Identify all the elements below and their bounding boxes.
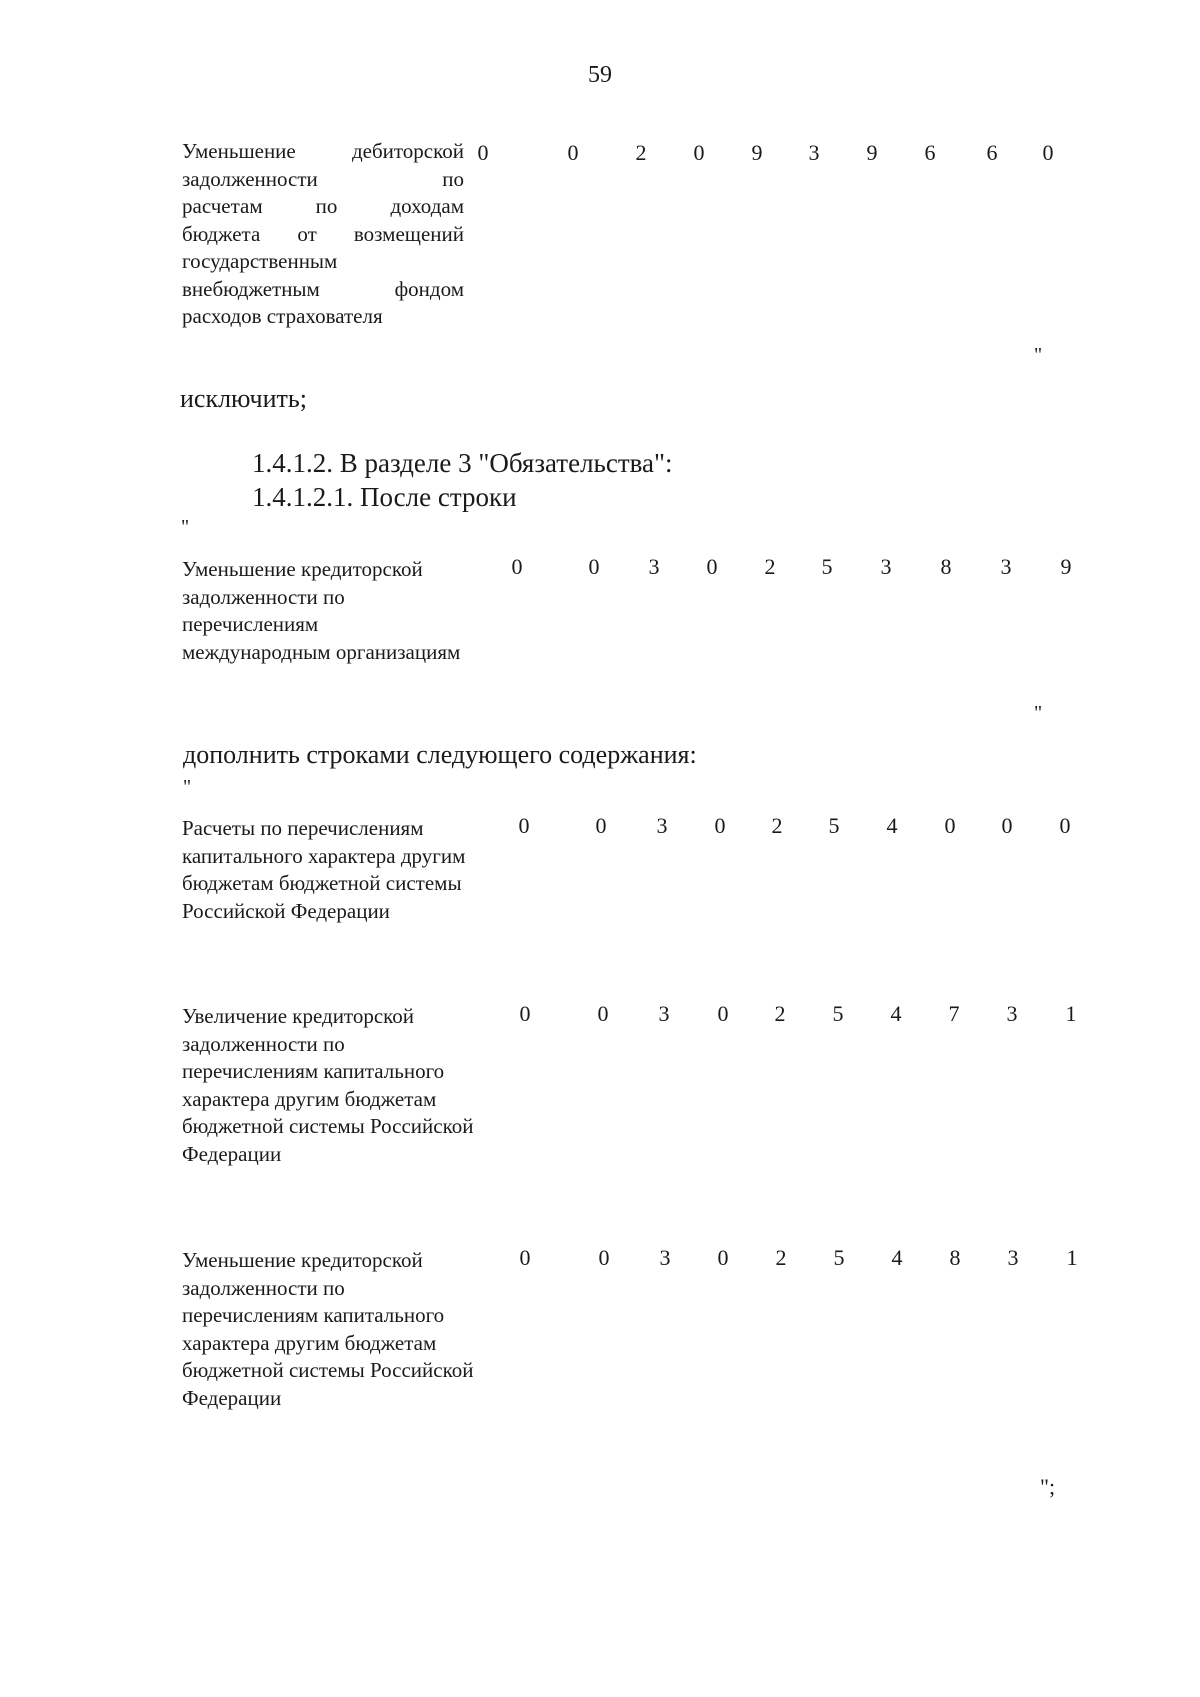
- code-digit: 0: [519, 1001, 531, 1026]
- code-digit: 3: [880, 554, 892, 579]
- row-3-label: Расчеты по перечислениям капитального характера другим бюджетам бюджетной системы Российской Федерации: [182, 816, 466, 923]
- code-digit: 0: [1001, 813, 1013, 838]
- code-digit: 0: [717, 1001, 729, 1026]
- code-digit: 5: [821, 554, 833, 579]
- row-1-label-line: внебюджетным фондом: [182, 276, 464, 301]
- code-digit: 3: [659, 1245, 671, 1270]
- code-digit: 0: [1042, 140, 1054, 165]
- row-2-label: Уменьшение кредиторской задолженности по перечислениям международным организациям: [182, 557, 461, 664]
- code-digit: 8: [940, 554, 952, 579]
- code-digit: 0: [597, 1001, 609, 1026]
- code-digit: 2: [775, 1245, 787, 1270]
- code-digit: 7: [948, 1001, 960, 1026]
- row-5-label: Уменьшение кредиторской задолженности по перечислениям капитального характера другим бюджетам бюджетной системы Российской Федерации: [182, 1248, 474, 1410]
- exclude-text: исключить;: [180, 384, 307, 413]
- code-digit: 5: [828, 813, 840, 838]
- closing-quote: ";: [1040, 1474, 1056, 1499]
- code-digit: 6: [924, 140, 936, 165]
- section-heading: 1.4.1.2. В разделе 3 "Обязательства":: [252, 448, 673, 478]
- row-1-label: [182, 138, 464, 331]
- row-1-label-line: расходов страхователя: [182, 304, 383, 328]
- code-digit: 2: [774, 1001, 786, 1026]
- code-digit: 8: [949, 1245, 961, 1270]
- code-digit: 9: [1060, 554, 1072, 579]
- code-digit: 0: [693, 140, 705, 165]
- row-1-label-line: бюджета от возмещений: [182, 221, 464, 246]
- opening-quote: ": [181, 516, 190, 538]
- code-digit: 3: [658, 1001, 670, 1026]
- code-digit: 0: [595, 813, 607, 838]
- code-digit: 9: [866, 140, 878, 165]
- code-digit: 3: [1006, 1001, 1018, 1026]
- code-digit: 0: [598, 1245, 610, 1270]
- code-digit: 0: [714, 813, 726, 838]
- code-digit: 2: [764, 554, 776, 579]
- code-digit: 6: [986, 140, 998, 165]
- code-digit: 0: [518, 813, 530, 838]
- code-digit: 3: [1000, 554, 1012, 579]
- row-4-label: Увеличение кредиторской задолженности по перечислениям капитального характера другим бюджетам бюджетной системы Российской Федерации: [182, 1004, 474, 1166]
- code-digit: 0: [519, 1245, 531, 1270]
- subsection-heading: 1.4.1.2.1. После строки: [252, 482, 517, 512]
- page-number: 59: [588, 62, 612, 88]
- code-digit: 0: [1059, 813, 1071, 838]
- code-digit: 4: [890, 1001, 902, 1026]
- code-digit: 3: [1007, 1245, 1019, 1270]
- code-digit: 0: [567, 140, 579, 165]
- code-digit: 0: [944, 813, 956, 838]
- closing-quote: ": [1034, 702, 1043, 724]
- code-digit: 0: [511, 554, 523, 579]
- code-digit: 2: [635, 140, 647, 165]
- code-digit: 1: [1065, 1001, 1077, 1026]
- code-digit: 4: [891, 1245, 903, 1270]
- row-1-label-line: задолженности по: [182, 166, 464, 191]
- code-digit: 5: [832, 1001, 844, 1026]
- code-digit: 0: [477, 140, 489, 165]
- closing-quote: ": [1034, 344, 1043, 366]
- code-digit: 3: [648, 554, 660, 579]
- code-digit: 1: [1066, 1245, 1078, 1270]
- code-digit: 0: [588, 554, 600, 579]
- row-1-label-line: Уменьшение дебиторской: [182, 139, 464, 163]
- row-1-label-line: расчетам по доходам: [182, 194, 464, 218]
- code-digit: 5: [833, 1245, 845, 1270]
- row-1-label-line: государственным: [182, 249, 338, 273]
- code-digit: 0: [717, 1245, 729, 1270]
- supplement-text: дополнить строками следующего содержания:: [183, 740, 697, 769]
- code-digit: 3: [656, 813, 668, 838]
- code-digit: 0: [706, 554, 718, 579]
- code-digit: 4: [886, 813, 898, 838]
- code-digit: 2: [771, 813, 783, 838]
- code-digit: 9: [751, 140, 763, 165]
- opening-quote: ": [183, 776, 192, 798]
- code-digit: 3: [808, 140, 820, 165]
